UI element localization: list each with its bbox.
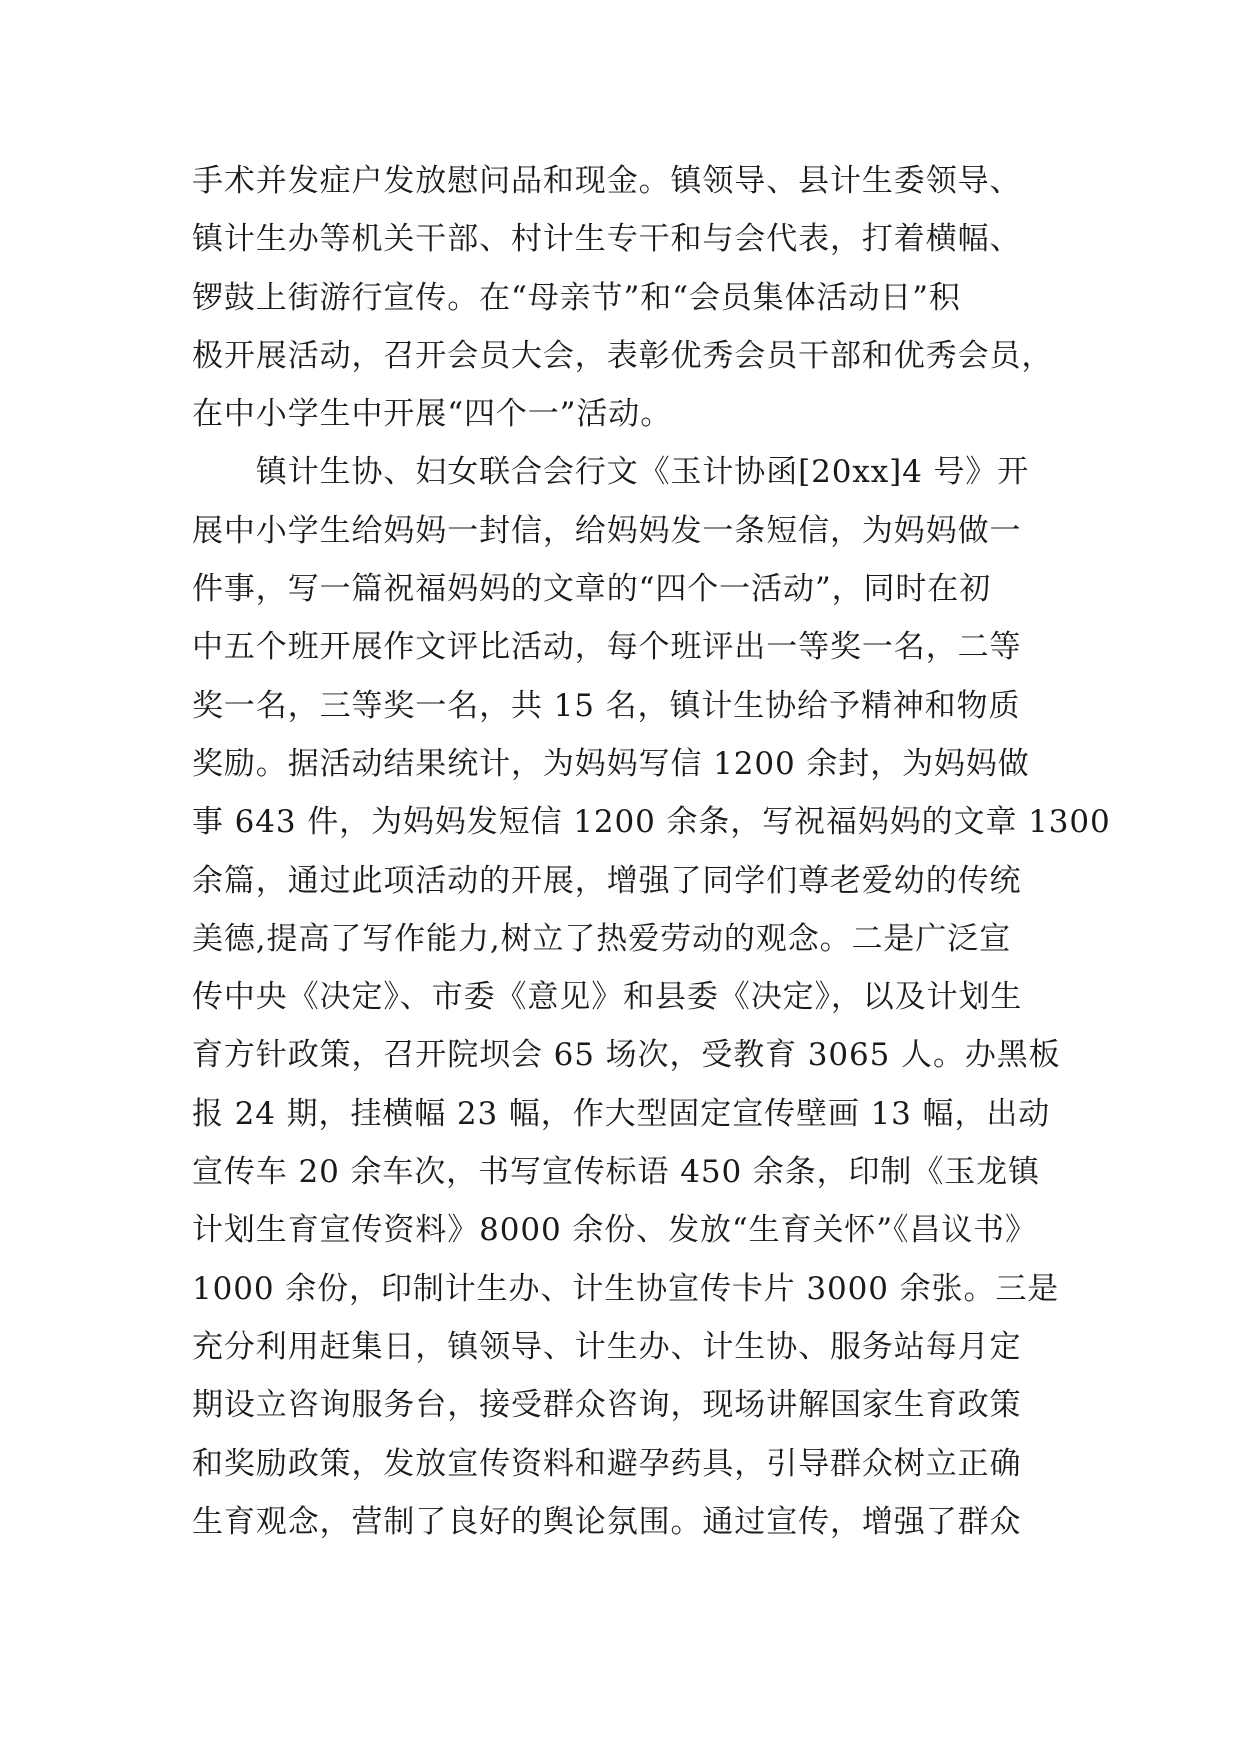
body-text bbox=[192, 152, 1111, 1551]
text-line: 奖一名，三等奖一名，共 15 名，镇计生协给予精神和物质 bbox=[192, 687, 1021, 724]
text-line: 1000 余份，印制计生办、计生协宣传卡片 3000 余张。三是 bbox=[192, 1270, 1060, 1307]
text-line: 镇计生协、妇女联合会行文《玉计协函[20xx]4 号》开 bbox=[192, 454, 1030, 491]
text-line: 报 24 期，挂横幅 23 幅，作大型固定宣传壁画 13 幅，出动 bbox=[192, 1095, 1051, 1132]
text-line: 余篇，通过此项活动的开展，增强了同学们尊老爱幼的传统 bbox=[192, 862, 1022, 899]
text-line: 传中央《决定》、市委《意见》和县委《决定》，以及计划生 bbox=[192, 979, 1023, 1016]
text-line: 和奖励政策，发放宣传资料和避孕药具，引导群众树立正确 bbox=[192, 1445, 1022, 1482]
text-line: 生育观念，营制了良好的舆论氛围。通过宣传，增强了群众 bbox=[192, 1503, 1022, 1540]
text-line: 件事，写一篇祝福妈妈的文章的“四个一活动”，同时在初 bbox=[192, 571, 992, 608]
text-line: 镇计生办等机关干部、村计生专干和与会代表，打着横幅、 bbox=[192, 221, 1022, 258]
text-line: 事 643 件，为妈妈发短信 1200 余条，写祝福妈妈的文章 1300 bbox=[192, 804, 1111, 841]
text-line: 展中小学生给妈妈一封信，给妈妈发一条短信，为妈妈做一 bbox=[192, 512, 1022, 549]
text-line: 计划生育宣传资料》8000 余份、发放“生育关怀”《昌议书》 bbox=[192, 1212, 1037, 1249]
text-line: 美德,提高了写作能力,树立了热爱劳动的观念。二是广泛宣 bbox=[192, 920, 1012, 957]
text-line: 奖励。据活动结果统计，为妈妈写信 1200 余封，为妈妈做 bbox=[192, 745, 1030, 782]
text-line: 锣鼓上街游行宣传。在“母亲节”和“会员集体活动日”积 bbox=[192, 279, 961, 316]
text-line: 极开展活动，召开会员大会，表彰优秀会员干部和优秀会员， bbox=[192, 337, 1054, 374]
text-line: 育方针政策，召开院坝会 65 场次，受教育 3065 人。办黑板 bbox=[192, 1037, 1061, 1074]
text-line: 宣传车 20 余车次，书写宣传标语 450 余条，印制《玉龙镇 bbox=[192, 1154, 1040, 1191]
text-line: 手术并发症户发放慰问品和现金。镇领导、县计生委领导、 bbox=[192, 163, 1022, 199]
text-line: 期设立咨询服务台，接受群众咨询，现场讲解国家生育政策 bbox=[192, 1387, 1022, 1424]
text-line: 充分利用赶集日，镇领导、计生办、计生协、服务站每月定 bbox=[192, 1328, 1022, 1365]
text-line: 中五个班开展作文评比活动，每个班评出一等奖一名，二等 bbox=[192, 629, 1022, 666]
text-line: 在中小学生中开展“四个一”活动。 bbox=[192, 396, 673, 433]
